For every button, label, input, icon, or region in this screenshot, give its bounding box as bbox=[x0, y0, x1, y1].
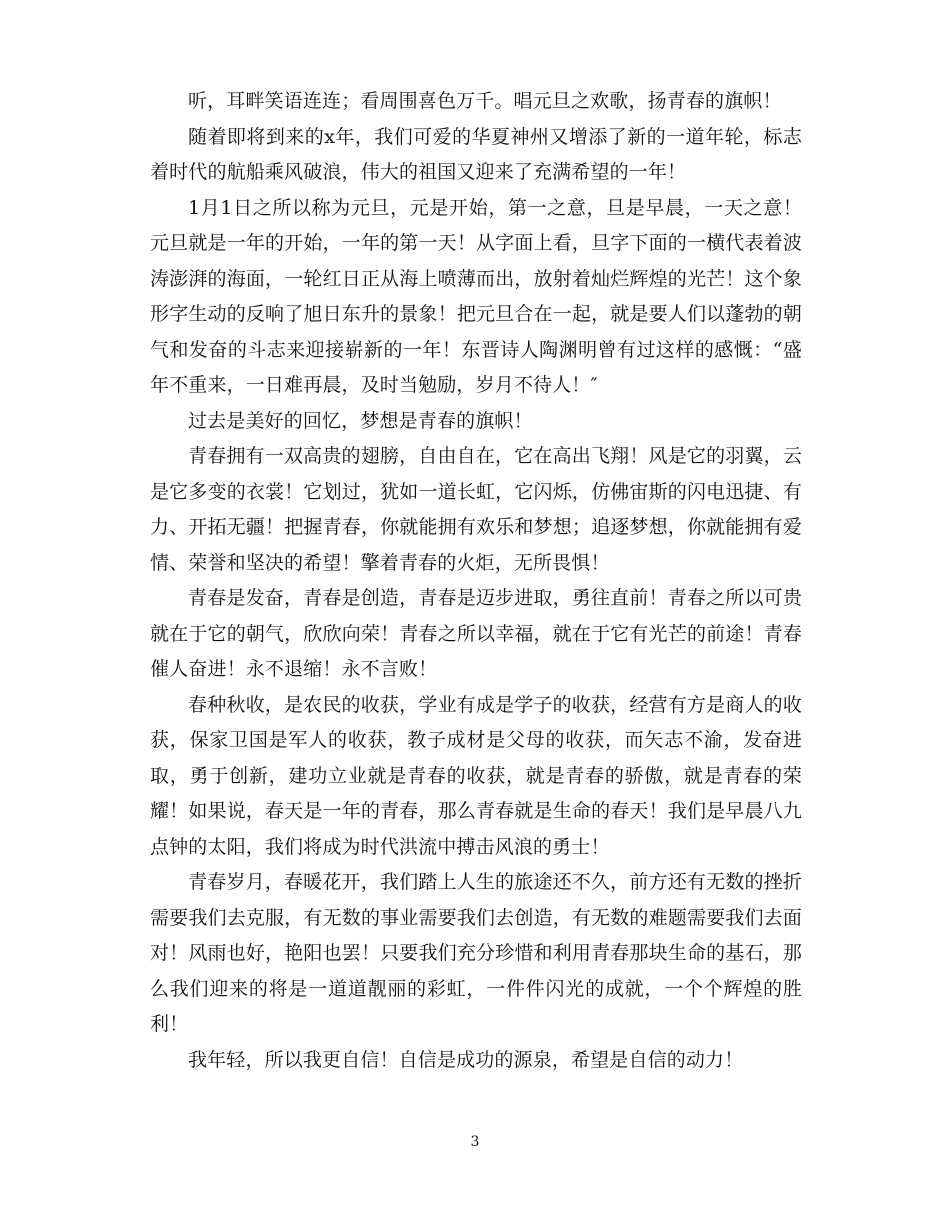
paragraph-5: 青春拥有一双高贵的翅膀，自由自在，它在高出飞翔！风是它的羽翼，云是它多变的衣裳！它划过，犹如一道长虹，它闪烁，仿佛宙斯的闪电迅捷、有力、开拓无疆！把握青春，你就能拥有欢乐和梦想；追逐梦想，你就能拥有爱情、荣誉和坚决的希望！擎着青春的火炬，无所畏惧！ bbox=[150, 445, 802, 574]
paragraph-6: 青春是发奋，青春是创造，青春是迈步进取，勇往直前！青春之所以可贵就在于它的朝气，欣欣向荣！青春之所以幸福，就在于它有光芒的前途！青春催人奋进！永不退缩！永不言败！ bbox=[150, 587, 802, 680]
paragraph-9: 我年轻，所以我更自信！自信是成功的源泉，希望是自信的动力！ bbox=[188, 1048, 744, 1071]
paragraph-1: 听，耳畔笑语连连；看周围喜色万千。唱元旦之欢歌，扬青春的旗帜！ bbox=[188, 90, 782, 112]
paragraph-7: 春种秋收，是农民的收获，学业有成是学子的收获，经营有方是商人的收获，保家卫国是军人的收获，教子成材是父母的收获，而矢志不渝，发奋进取，勇于创新，建功立业就是青春的收获，就是青春的骄傲，就是青春的荣耀！如果说，春天是一年的青春，那么青春就是生命的春天！我们是早晨八九点钟的太阳，我们将成为时代洪流中搏击风浪的勇士！ bbox=[150, 693, 802, 858]
paragraph-4: 过去是美好的回忆，梦想是青春的旗帜！ bbox=[188, 409, 533, 432]
document-body bbox=[150, 84, 802, 1078]
page-number: 3 bbox=[470, 1134, 480, 1150]
paragraph-2: 随着即将到来的x年，我们可爱的华夏神州又增添了新的一道年轮，标志着时代的航船乘风破浪，伟大的祖国又迎来了充满希望的一年！ bbox=[150, 125, 802, 183]
paragraph-3: 1月1日之所以称为元旦，元是开始，第一之意，旦是早晨，一天之意！元旦就是一年的开始，一年的第一天！从字面上看，旦字下面的一横代表着波涛澎湃的海面，一轮红日正从海上喷薄而出，放射着灿烂辉煌的光芒！这个象形字生动的反响了旭日东升的景象！把元旦合在一起，就是要人们以蓬勃的朝气和发奋的斗志来迎接崭新的一年！东晋诗人陶渊明曾有过这样的感慨：“盛年不重来，一日难再晨，及时当勉励，岁月不待人！″ bbox=[150, 196, 802, 396]
paragraph-8: 青春岁月，春暖花开，我们踏上人生的旅途还不久，前方还有无数的挫折需要我们去克服，有无数的事业需要我们去创造，有无数的难题需要我们去面对！风雨也好，艳阳也罢！只要我们充分珍惜和利用青春那块生命的基石，那么我们迎来的将是一道道靓丽的彩虹，一件件闪光的成就，一个个辉煌的胜利！ bbox=[150, 871, 802, 1035]
